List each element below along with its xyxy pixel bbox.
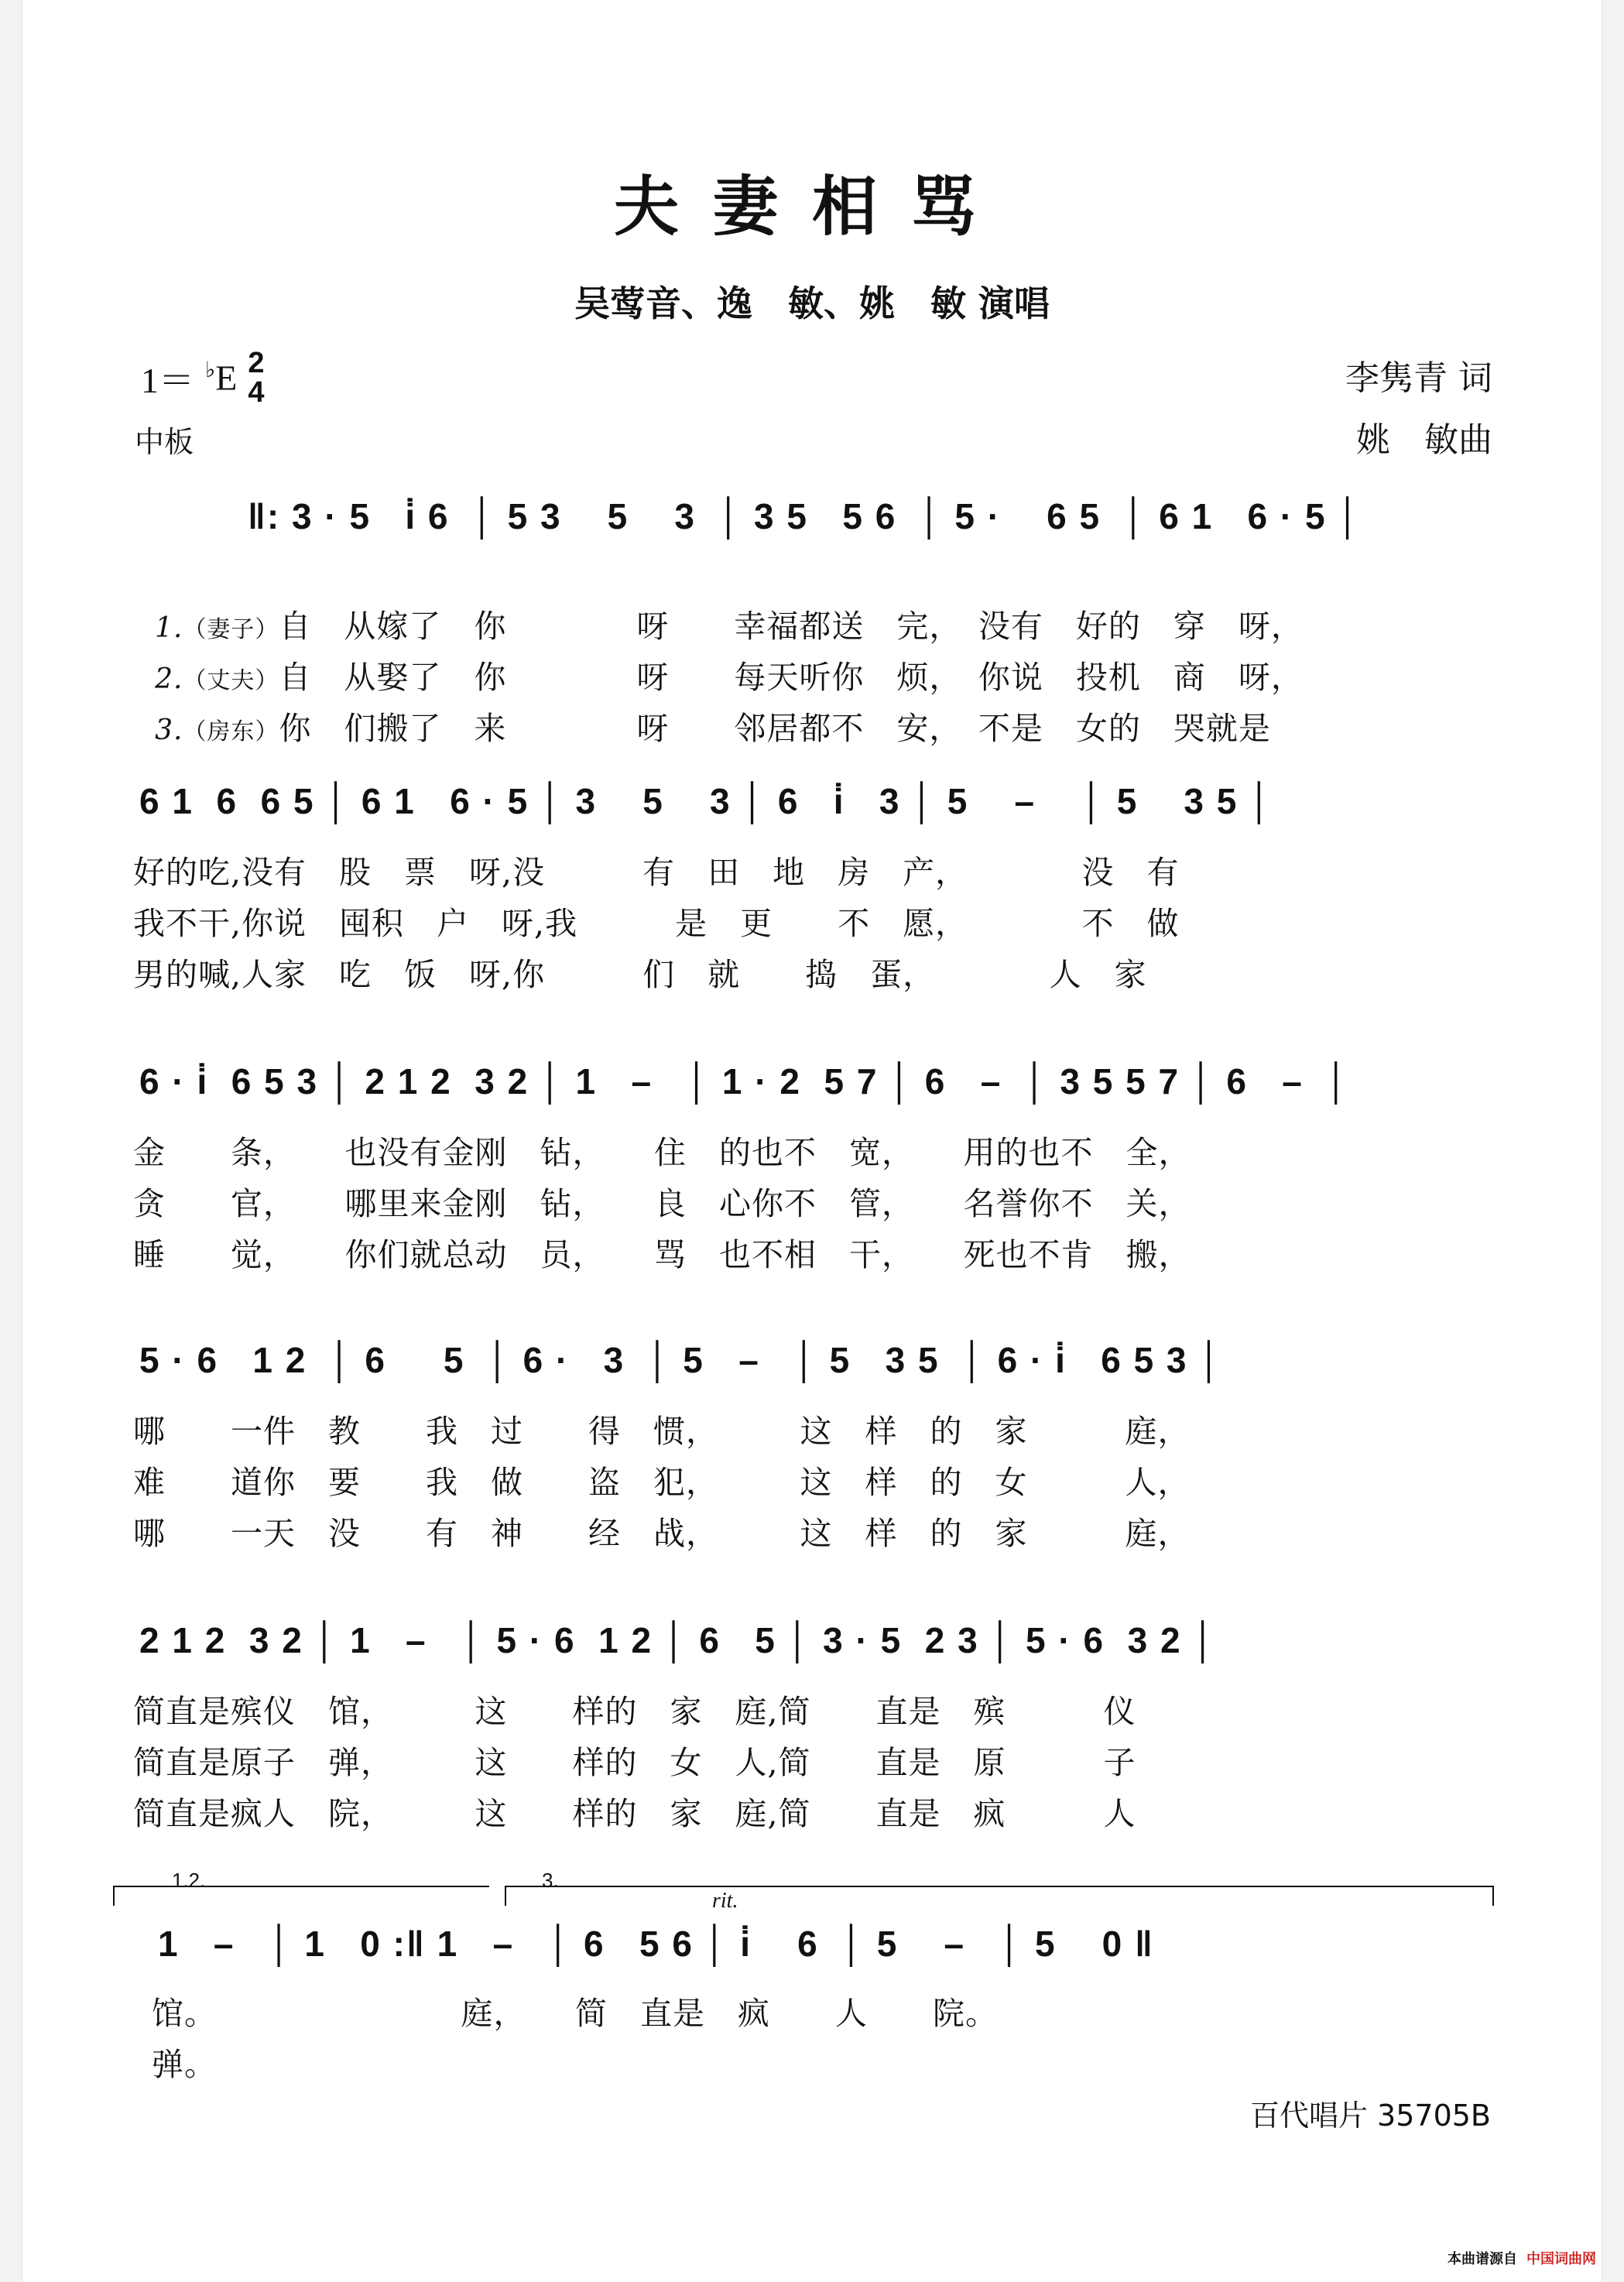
key-prefix: 1＝: [141, 361, 194, 400]
volta-bracket-1: [113, 1886, 489, 1906]
time-signature: [248, 348, 264, 407]
lyric-line: 馆。 庭， 简 直是 疯 人 院。: [152, 1995, 998, 2032]
lyric-text: 自 从娶了 你 呀 每天听你 烦， 你说 投机 商 呀，: [279, 659, 1304, 696]
notes-system-6: 1 – │ 1 0 :‖ 1 – │ 6 5 6 │ i̇ 6 │ 5 – │ 5 0 ‖: [158, 1924, 1154, 1964]
lyric-line: 哪 一件 教 我 过 得 惯， 这 样 的 家 庭，: [133, 1413, 1191, 1450]
lyric-line: 我不干,你说 囤积 户 呀,我 是 更 不 愿， 不 做: [133, 905, 1180, 942]
lyric-line: 简直是殡仪 馆， 这 样的 家 庭,简 直是 殡 仪: [133, 1693, 1136, 1730]
lyric-text: 自 从嫁了 你 呀 幸福都送 完， 没有 好的 穿 呀，: [279, 608, 1304, 645]
flat-sign: ♭: [205, 358, 216, 383]
notes-system-4: 5 · 6 1 2 │ 6 5 │ 6 · 3 │ 5 – │ 5 3 5 │ 6 · i̇ 6 5 3 │: [139, 1340, 1224, 1380]
right-margin-strip: [1602, 0, 1624, 2282]
key-signature: [141, 348, 264, 407]
lyric-line: 好的吃,没有 股 票 呀,没 有 田 地 房 产， 没 有: [133, 854, 1180, 891]
left-margin-strip: [0, 0, 22, 2282]
lyricist-credit: 李隽青 词: [1345, 358, 1492, 398]
key-letter: E: [215, 358, 238, 398]
lyric-text: 你 们搬了 来 呀 邻居都不 安， 不是 女的 哭就是: [279, 710, 1271, 747]
role-label: （丈夫）: [183, 667, 279, 694]
role-label: （房东）: [183, 718, 279, 745]
tempo-mark: 中板: [135, 425, 194, 459]
notes-system-1: ‖: 3 · 5 i̇ 6 │ 5 3 5 3 │ 3 5 5 6 │ 5 · 6 5 │ 6 1 6 · 5 │: [248, 496, 1362, 536]
source-note: [1448, 2248, 1596, 2268]
lyric-line: 哪 一天 没 有 神 经 战， 这 样 的 家 庭，: [133, 1515, 1191, 1552]
lyric-line: [133, 666, 1271, 749]
performers: 吴莺音、逸 敏、姚 敏 演唱: [574, 283, 1050, 324]
lyric-line: 金 条， 也没有金刚 钻， 住 的也不 宽， 用的也不 全，: [133, 1134, 1191, 1171]
source-prefix: 本曲谱源自: [1448, 2251, 1517, 2267]
notes-system-3: 6 · i̇ 6 5 3 │ 2 1 2 3 2 │ 1 – │ 1 · 2 5 7 │ 6 – │ 3 5 5 7 │ 6 – │: [139, 1061, 1351, 1102]
role-label: （妻子）: [183, 616, 279, 643]
song-title: 夫妻相骂: [613, 168, 1010, 245]
time-top: 2: [248, 347, 265, 379]
composer-credit: 姚 敏曲: [1356, 420, 1492, 460]
lyric-line: 简直是原子 弹， 这 样的 女 人,简 直是 原 子: [133, 1744, 1136, 1781]
verse-number: 1.: [155, 612, 183, 644]
time-bottom: 4: [248, 376, 265, 409]
verse-number: 3.: [155, 714, 183, 746]
notes-system-2: 6 1 6 6 5 │ 6 1 6 · 5 │ 3 5 3 │ 6 i̇ 3 │ 5 – │ 5 3 5 │: [139, 781, 1273, 821]
verse-number: 2.: [155, 663, 183, 695]
lyric-line: 男的喊,人家 吃 饭 呀,你 们 就 捣 蛋， 人 家: [133, 956, 1147, 993]
lyric-line: 简直是疯人 院， 这 样的 家 庭,简 直是 疯 人: [133, 1795, 1136, 1832]
lyric-line: 弹。: [152, 2046, 217, 2083]
volta-bracket-2: [505, 1886, 1494, 1906]
ritardando-mark: rit.: [712, 1889, 738, 1913]
notes-system-5: 2 1 2 3 2 │ 1 – │ 5 · 6 1 2 │ 6 5 │ 3 · 5 2 3 │ 5 · 6 3 2 │: [139, 1620, 1218, 1660]
source-site: 中国词曲网: [1526, 2251, 1596, 2267]
volta-label-1: 1.2.: [172, 1869, 206, 1892]
record-catalog-number: 百代唱片 35705B: [1249, 2099, 1491, 2133]
key-note: [205, 357, 237, 398]
lyric-line: 睡 觉， 你们就总动 员， 骂 也不相 干， 死也不肯 搬，: [133, 1236, 1191, 1273]
lyric-line: 难 道你 要 我 做 盗 犯， 这 样 的 女 人，: [133, 1464, 1191, 1501]
lyric-line: 贪 官， 哪里来金刚 钻， 良 心你不 管， 名誉你不 关，: [133, 1185, 1191, 1222]
volta-label-2: 3.: [542, 1869, 559, 1892]
